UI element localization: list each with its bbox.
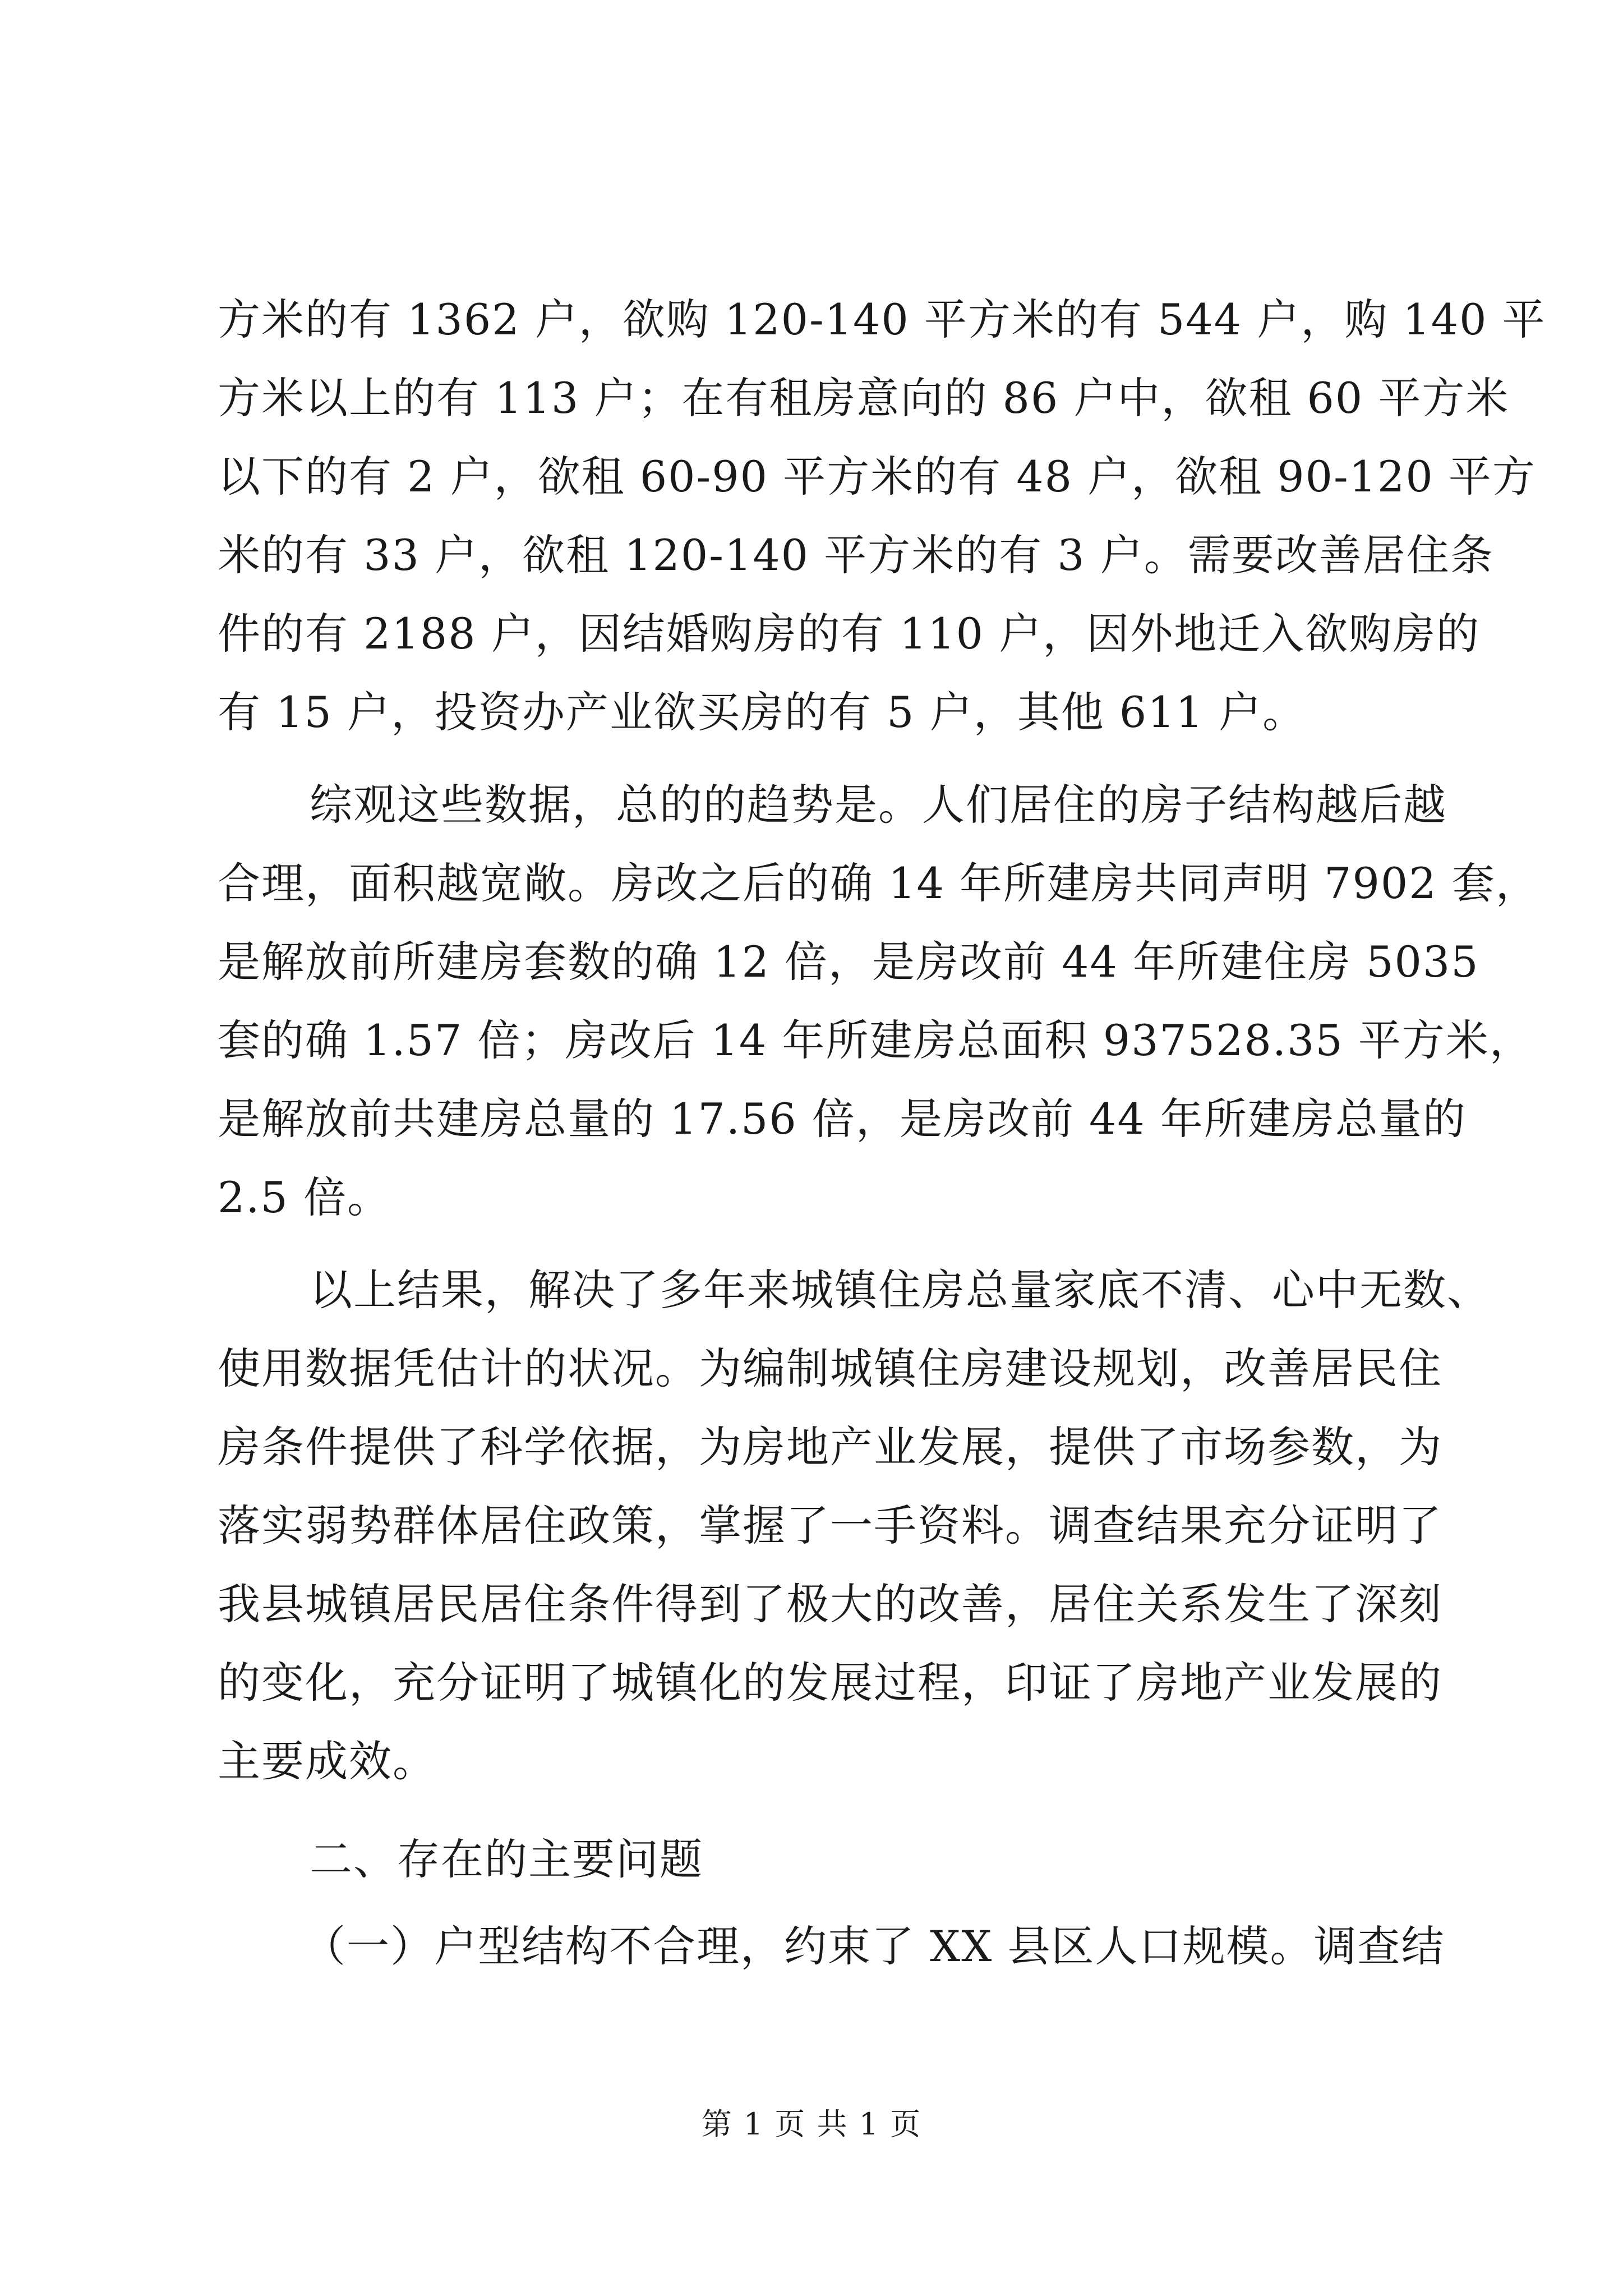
paragraph-1-line-3: 以下的有 2 户，欲租 60-90 平方米的有 48 户，欲租 90-120 平方 — [218, 452, 1536, 501]
paragraph-2-line-1: 综观这些数据，总的的趋势是。人们居住的房子结构越后越 — [310, 780, 1447, 830]
paragraph-1-line-2: 方米以上的有 113 户；在有租房意向的 86 户中，欲租 60 平方米 — [218, 373, 1510, 423]
paragraph-3-line-4: 落实弱势群体居住政策，掌握了一手资料。调查结果充分证明了 — [218, 1501, 1442, 1550]
paragraph-2-line-2: 合理，面积越宽敞。房改之后的确 14 年所建房共同声明 7902 套， — [218, 858, 1539, 908]
paragraph-3-line-5: 我县城镇居民居住条件得到了极大的改善，居住关系发生了深刻 — [218, 1579, 1442, 1629]
paragraph-2-line-6: 2.5 倍。 — [218, 1172, 391, 1222]
paragraph-3-line-7: 主要成效。 — [218, 1736, 436, 1786]
paragraph-2-line-5: 是解放前共建房总量的 17.56 倍，是房改前 44 年所建房总量的 — [218, 1094, 1467, 1144]
paragraph-1-line-4: 米的有 33 户，欲租 120-140 平方米的有 3 户。需要改善居住条 — [218, 530, 1494, 580]
paragraph-1-line-5: 件的有 2188 户，因结婚购房的有 110 户，因外地迁入欲购房的 — [218, 609, 1481, 659]
paragraph-3-line-3: 房条件提供了科学依据，为房地产业发展，提供了市场参数，为 — [218, 1422, 1442, 1472]
page-footer: 第 1 页 共 1 页 — [701, 2106, 922, 2142]
paragraph-1-line-1: 方米的有 1362 户，欲购 120-140 平方米的有 544 户，购 140 平 — [218, 295, 1546, 344]
paragraph-1-line-6: 有 15 户，投资办产业欲买房的有 5 户，其他 611 户。 — [218, 687, 1307, 737]
paragraph-3-line-1: 以上结果，解决了多年来城镇住房总量家底不清、心中无数、 — [310, 1265, 1491, 1315]
paragraph-2-line-3: 是解放前所建房套数的确 12 倍，是房改前 44 年所建住房 5035 — [218, 937, 1479, 987]
paragraph-3-line-6: 的变化，充分证明了城镇化的发展过程，印证了房地产业发展的 — [218, 1658, 1442, 1708]
subsection-line-1: （一）户型结构不合理，约束了 XX 县区人口规模。调查结 — [303, 1921, 1445, 1971]
paragraph-2-line-4: 套的确 1.57 倍；房改后 14 年所建房总面积 937528.35 平方米， — [218, 1015, 1533, 1065]
paragraph-3-line-2: 使用数据凭估计的状况。为编制城镇住房建设规划，改善居民住 — [218, 1343, 1442, 1393]
section-heading: 二、存在的主要问题 — [310, 1834, 703, 1884]
